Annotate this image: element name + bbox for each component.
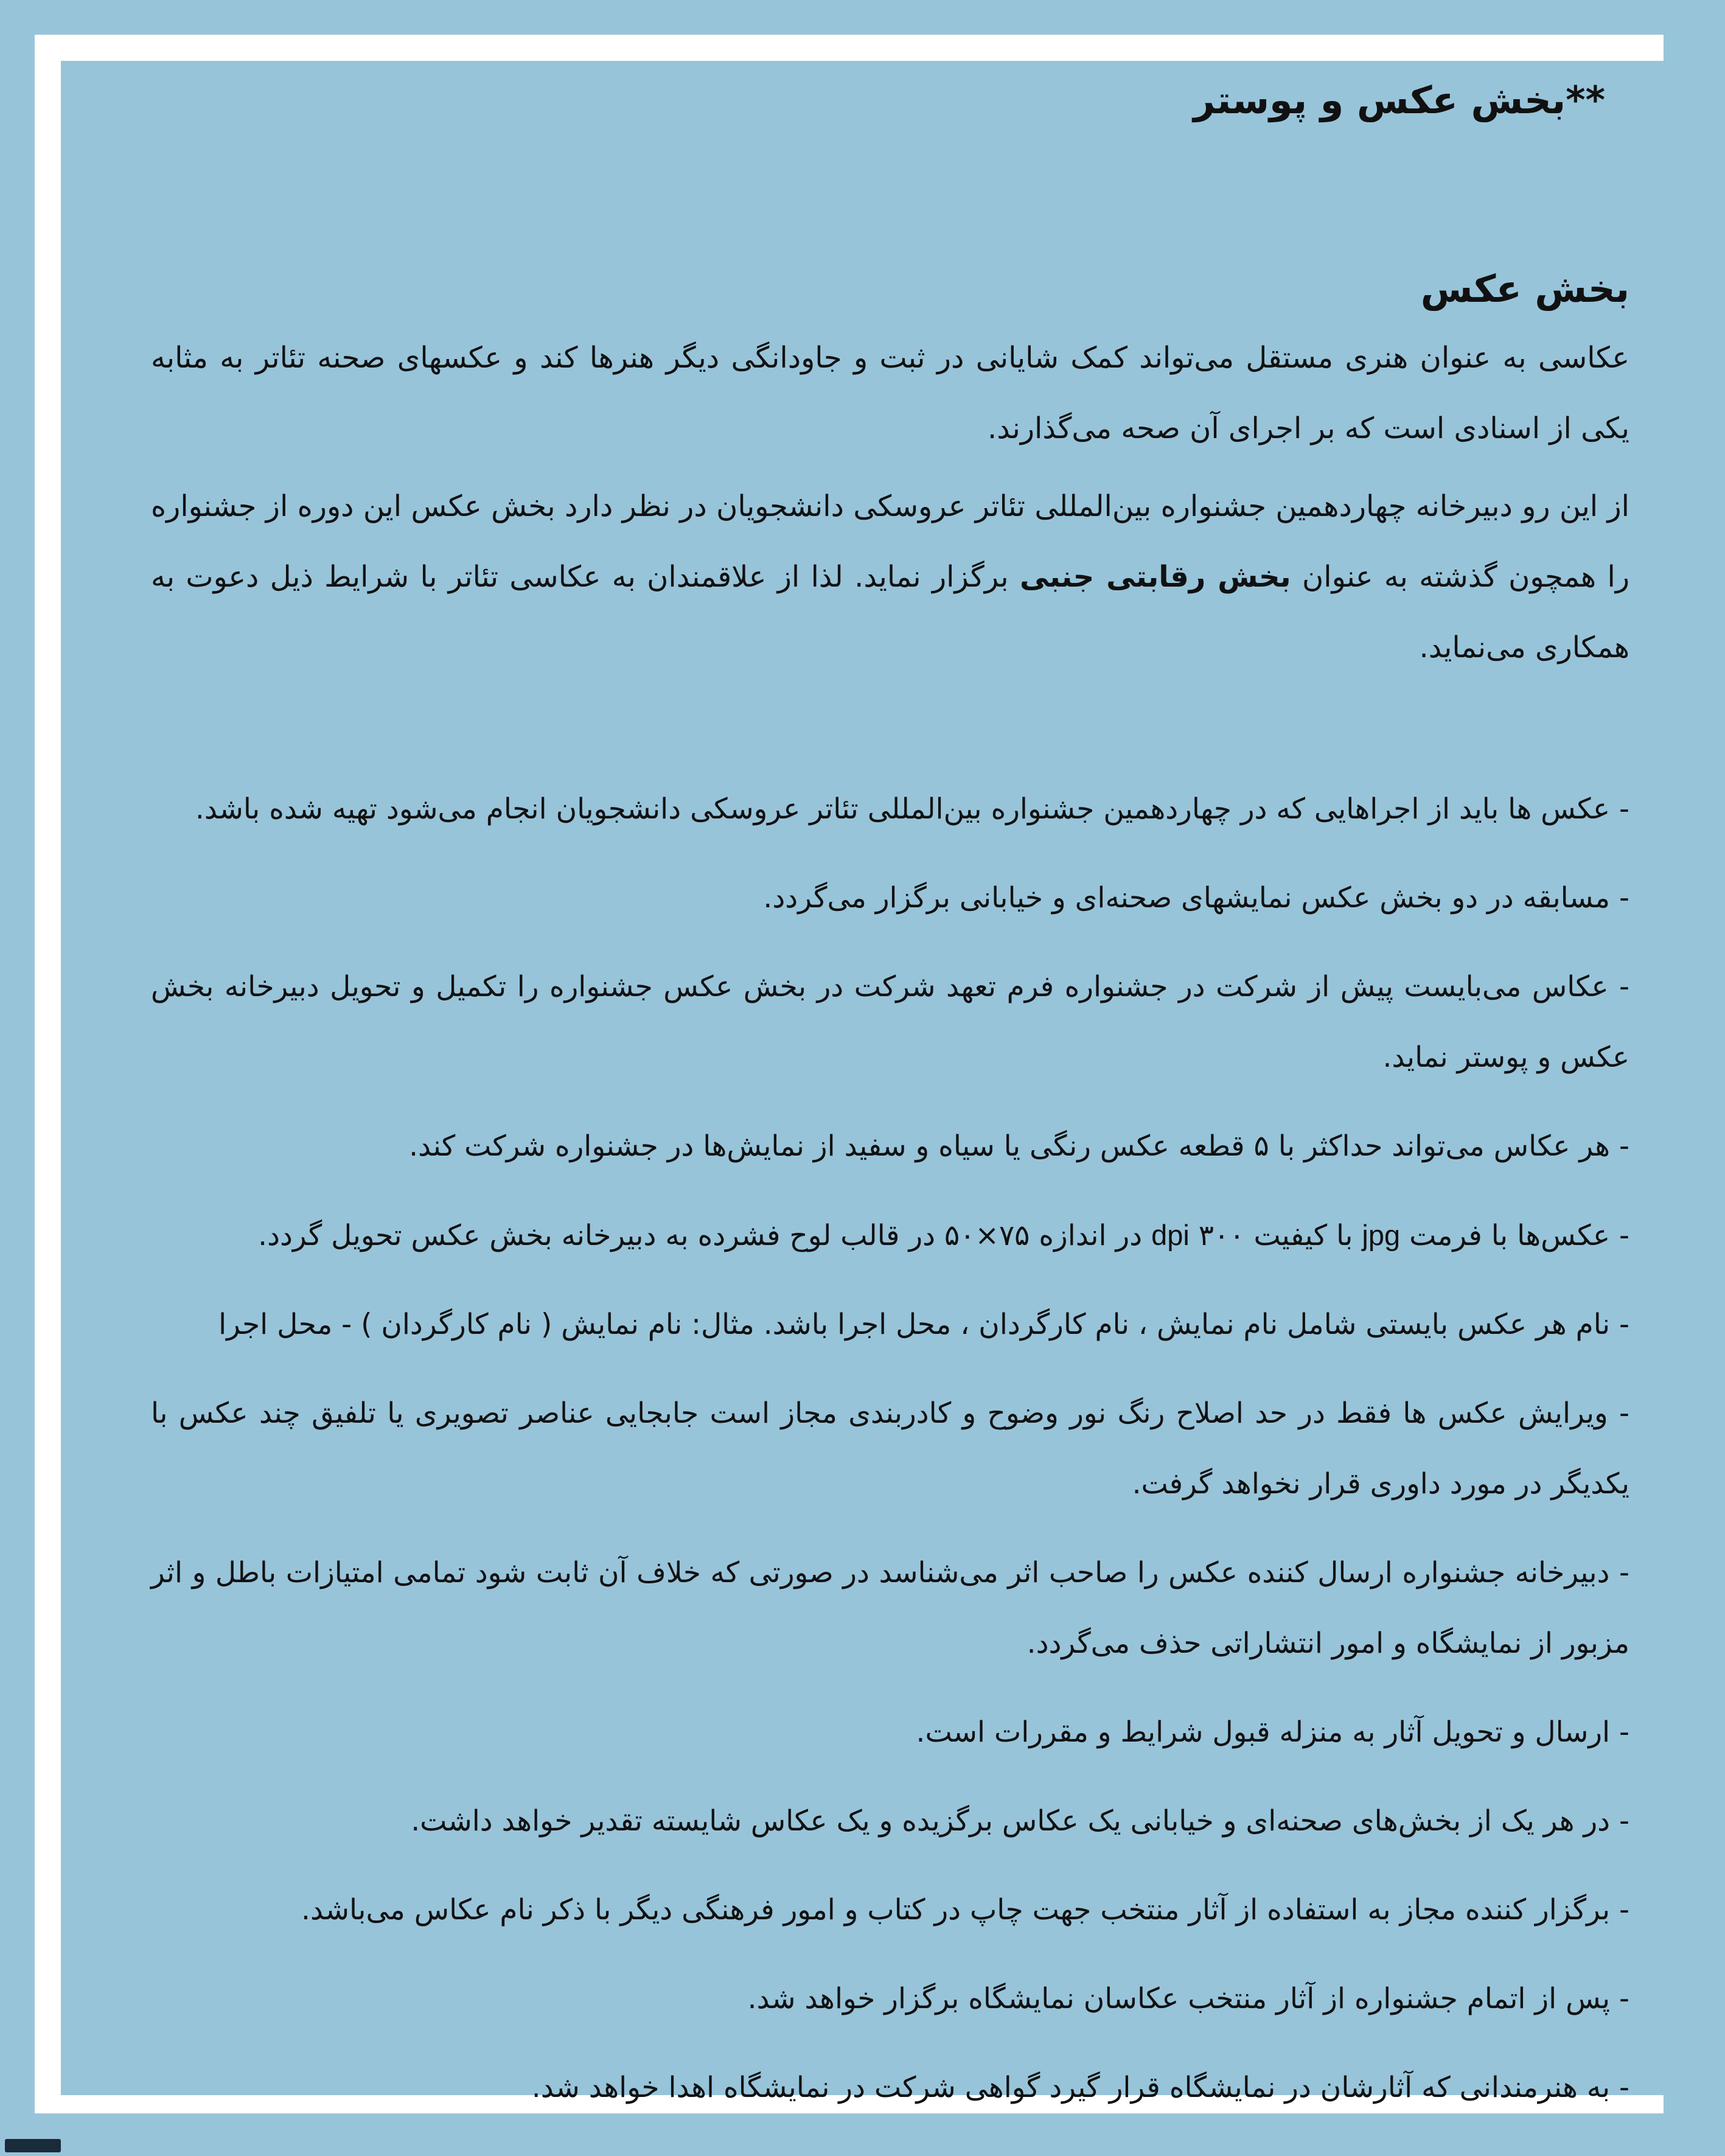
rule-item: - عکاس می‌بایست پیش از شرکت در جشنواره فرم تعهد شرکت در بخش عکس جشنواره را تکمیل و تحویل دبیرخانه بخش عکس و پوستر نماید.	[151, 970, 1629, 1074]
rule-item: - ویرایش عکس ها فقط در حد اصلاح رنگ نور وضوح و کادربندی مجاز است جابجایی عناصر تصویری یا تلفیق چند عکس با یکدیگر در مورد داوری قرار نخواهد گرفت.	[151, 1397, 1629, 1501]
call-paragraph-part-2: برگزار نماید. لذا از علاقمندان به عکاسی تئاتر با شرایط ذیل دعوت به همکاری می‌نماید.	[151, 560, 1629, 665]
rule-item: - در هر یک از بخش‌های صحنه‌ای و خیابانی یک عکاس برگزیده و یک عکاس شایسته تقدیر خواهد داشت.	[411, 1804, 1629, 1838]
format-rule-part-3: در اندازه ۷۵×۵۰ در قالب لوح فشرده به دبیرخانه بخش عکس تحویل گردد.	[258, 1219, 1152, 1252]
intro-paragraph: عکاسی به عنوان هنری مستقل می‌تواند کمک شایانی در ثبت و جاودانگی دیگر هنرها کند و عکسهای صحنه تئاتر به مثابه یکی از اسنادی است که بر اجرای آن صحه می‌گذارند.	[151, 341, 1629, 445]
rule-item: - دبیرخانه جشنواره ارسال کننده عکس را صاحب اثر می‌شناسد در صورتی که خلاف آن ثابت شود تمامی امتیازات باطل و اثر مزبور از نمایشگاه و امور انتشاراتی حذف می‌گردد.	[151, 1556, 1629, 1660]
format-jpg: jpg	[1362, 1219, 1401, 1251]
rule-item: - ارسال و تحویل آثار به منزله قبول شرایط و مقررات است.	[916, 1715, 1629, 1749]
rule-item: - نام هر عکس بایستی شامل نام نمایش ، نام کارگردان ، محل اجرا باشد. مثال: نام نمایش ( نام کارگردان ) - محل اجرا	[218, 1308, 1629, 1341]
section-title: بخش عکس	[1420, 267, 1629, 311]
call-paragraph	[151, 471, 1629, 683]
announcement-content	[151, 67, 1629, 2141]
rule-item-format	[151, 1200, 1629, 1271]
rules-list	[151, 774, 1629, 2123]
call-paragraph-bold: بخش رقابتی جنبی	[1020, 560, 1291, 594]
rule-item: - به هنرمندانی که آثارشان در نمایشگاه قرار گیرد گواهی شرکت در نمایشگاه اهدا خواهد شد.	[531, 2071, 1629, 2104]
rule-item: - برگزار کننده مجاز به استفاده از آثار منتخب جهت چاپ در کتاب و امور فرهنگی دیگر با ذکر نام عکاس می‌باشد.	[301, 1893, 1629, 1927]
rule-item: - هر عکاس می‌تواند حداکثر با ۵ قطعه عکس رنگی یا سیاه و سفید از نمایش‌ها در جشنواره شرکت کند.	[409, 1129, 1629, 1163]
format-rule-part-2: با کیفیت ۳۰۰	[1189, 1219, 1362, 1252]
format-dpi: dpi	[1151, 1219, 1190, 1251]
rule-item: - مسابقه در دو بخش عکس نمایشهای صحنه‌ای و خیابانی برگزار می‌گردد.	[763, 881, 1629, 915]
call-paragraph-part-1: از این رو دبیرخانه چهاردهمین جشنواره بین‌المللی تئاتر عروسکی دانشجویان در نظر دارد بخش عکس این دوره از جشنواره را همچون گذشته به عنوان	[151, 489, 1630, 594]
watermark-logo	[5, 2139, 61, 2152]
rule-item: - عکس ها باید از اجراهایی که در چهاردهمین جشنواره بین‌المللی تئاتر عروسکی دانشجویان انجام می‌شود تهیه شده باشد.	[195, 792, 1629, 826]
format-rule-part-1: - عکس‌ها با فرمت	[1400, 1219, 1629, 1252]
rule-item: - پس از اتمام جشنواره از آثار منتخب عکاسان نمایشگاه برگزار خواهد شد.	[747, 1982, 1629, 2015]
page-title: **بخش عکس و پوستر	[1193, 78, 1605, 122]
